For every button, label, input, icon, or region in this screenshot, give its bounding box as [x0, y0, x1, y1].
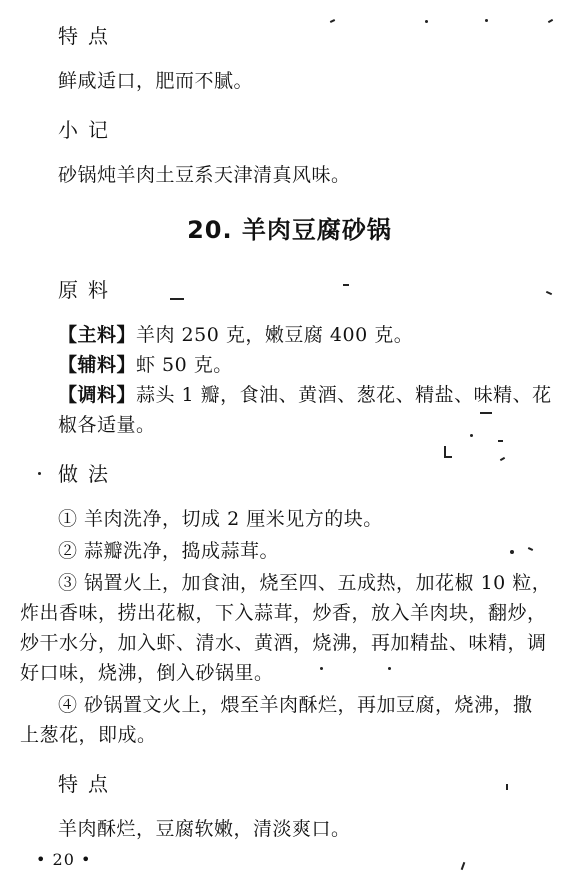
step-2: ② 蒜瓣洗净，捣成蒜茸。: [58, 540, 280, 562]
scan-speck: [461, 862, 466, 870]
scan-speck: [170, 298, 184, 300]
recipe-title: 20. 羊肉豆腐砂锅: [187, 216, 392, 244]
step-3-line-1: ③ 锅置火上，加食油，烧至四、五成热，加花椒 10 粒，: [58, 572, 552, 594]
scan-speck: [506, 784, 508, 790]
page-number: • 20 •: [36, 850, 92, 869]
scan-speck: [485, 19, 488, 22]
ingredients-heading: 原料: [58, 278, 118, 302]
step-4-line-2: 上葱花，即成。: [20, 724, 157, 746]
features-heading-top: 特点: [58, 24, 118, 48]
main-ingredients: [58, 320, 413, 347]
seasoning-label: 【调料】: [58, 384, 137, 406]
step-3-line-4: 好口味，烧沸，倒入砂锅里。: [20, 662, 274, 684]
notes-text: 砂锅炖羊肉土豆系天津清真风味。: [58, 164, 351, 186]
scan-speck: [38, 472, 41, 475]
scan-speck: [388, 667, 391, 670]
features-heading-bottom: 特点: [58, 772, 118, 796]
scan-speck: [330, 19, 335, 23]
seasoning-ingredients: [58, 380, 552, 407]
scan-speck: [500, 457, 505, 461]
main-ingredients-text: 羊肉 250 克，嫩豆腐 400 克。: [136, 324, 414, 346]
step-3-line-3: 炒干水分，加入虾、清水、黄酒，烧沸，再加精盐、味精，调: [20, 632, 547, 654]
step-1: ① 羊肉洗净，切成 2 厘米见方的块。: [58, 508, 383, 530]
aux-ingredients-text: 虾 50 克。: [136, 354, 233, 376]
scan-speck: [320, 667, 323, 670]
scan-speck: [528, 547, 533, 551]
scan-speck: [510, 550, 514, 554]
seasoning-text: 蒜头 1 瓣，食油、黄酒、葱花、精盐、味精、花: [136, 384, 552, 406]
features-text-top: 鲜咸适口，肥而不腻。: [58, 70, 254, 92]
scan-speck: [343, 284, 349, 286]
scan-speck: [480, 412, 492, 414]
scan-speck: [470, 434, 473, 437]
scan-speck: [498, 440, 503, 442]
aux-ingredients-label: 【辅料】: [58, 354, 137, 376]
scan-speck: [425, 20, 428, 23]
seasoning-text-cont: 椒各适量。: [58, 414, 156, 436]
scan-speck: [546, 291, 552, 295]
method-heading: 做法: [58, 462, 118, 486]
scan-speck: [548, 19, 553, 23]
aux-ingredients: [58, 350, 233, 377]
step-3-line-2: 炸出香味，捞出花椒，下入蒜茸，炒香，放入羊肉块，翻炒，: [20, 602, 547, 624]
scan-speck: [444, 456, 452, 458]
step-4-line-1: ④ 砂锅置文火上，煨至羊肉酥烂，再加豆腐，烧沸，撒: [58, 694, 533, 716]
features-text-bottom: 羊肉酥烂，豆腐软嫩，清淡爽口。: [58, 818, 351, 840]
main-ingredients-label: 【主料】: [58, 324, 137, 346]
notes-heading: 小记: [58, 118, 118, 142]
